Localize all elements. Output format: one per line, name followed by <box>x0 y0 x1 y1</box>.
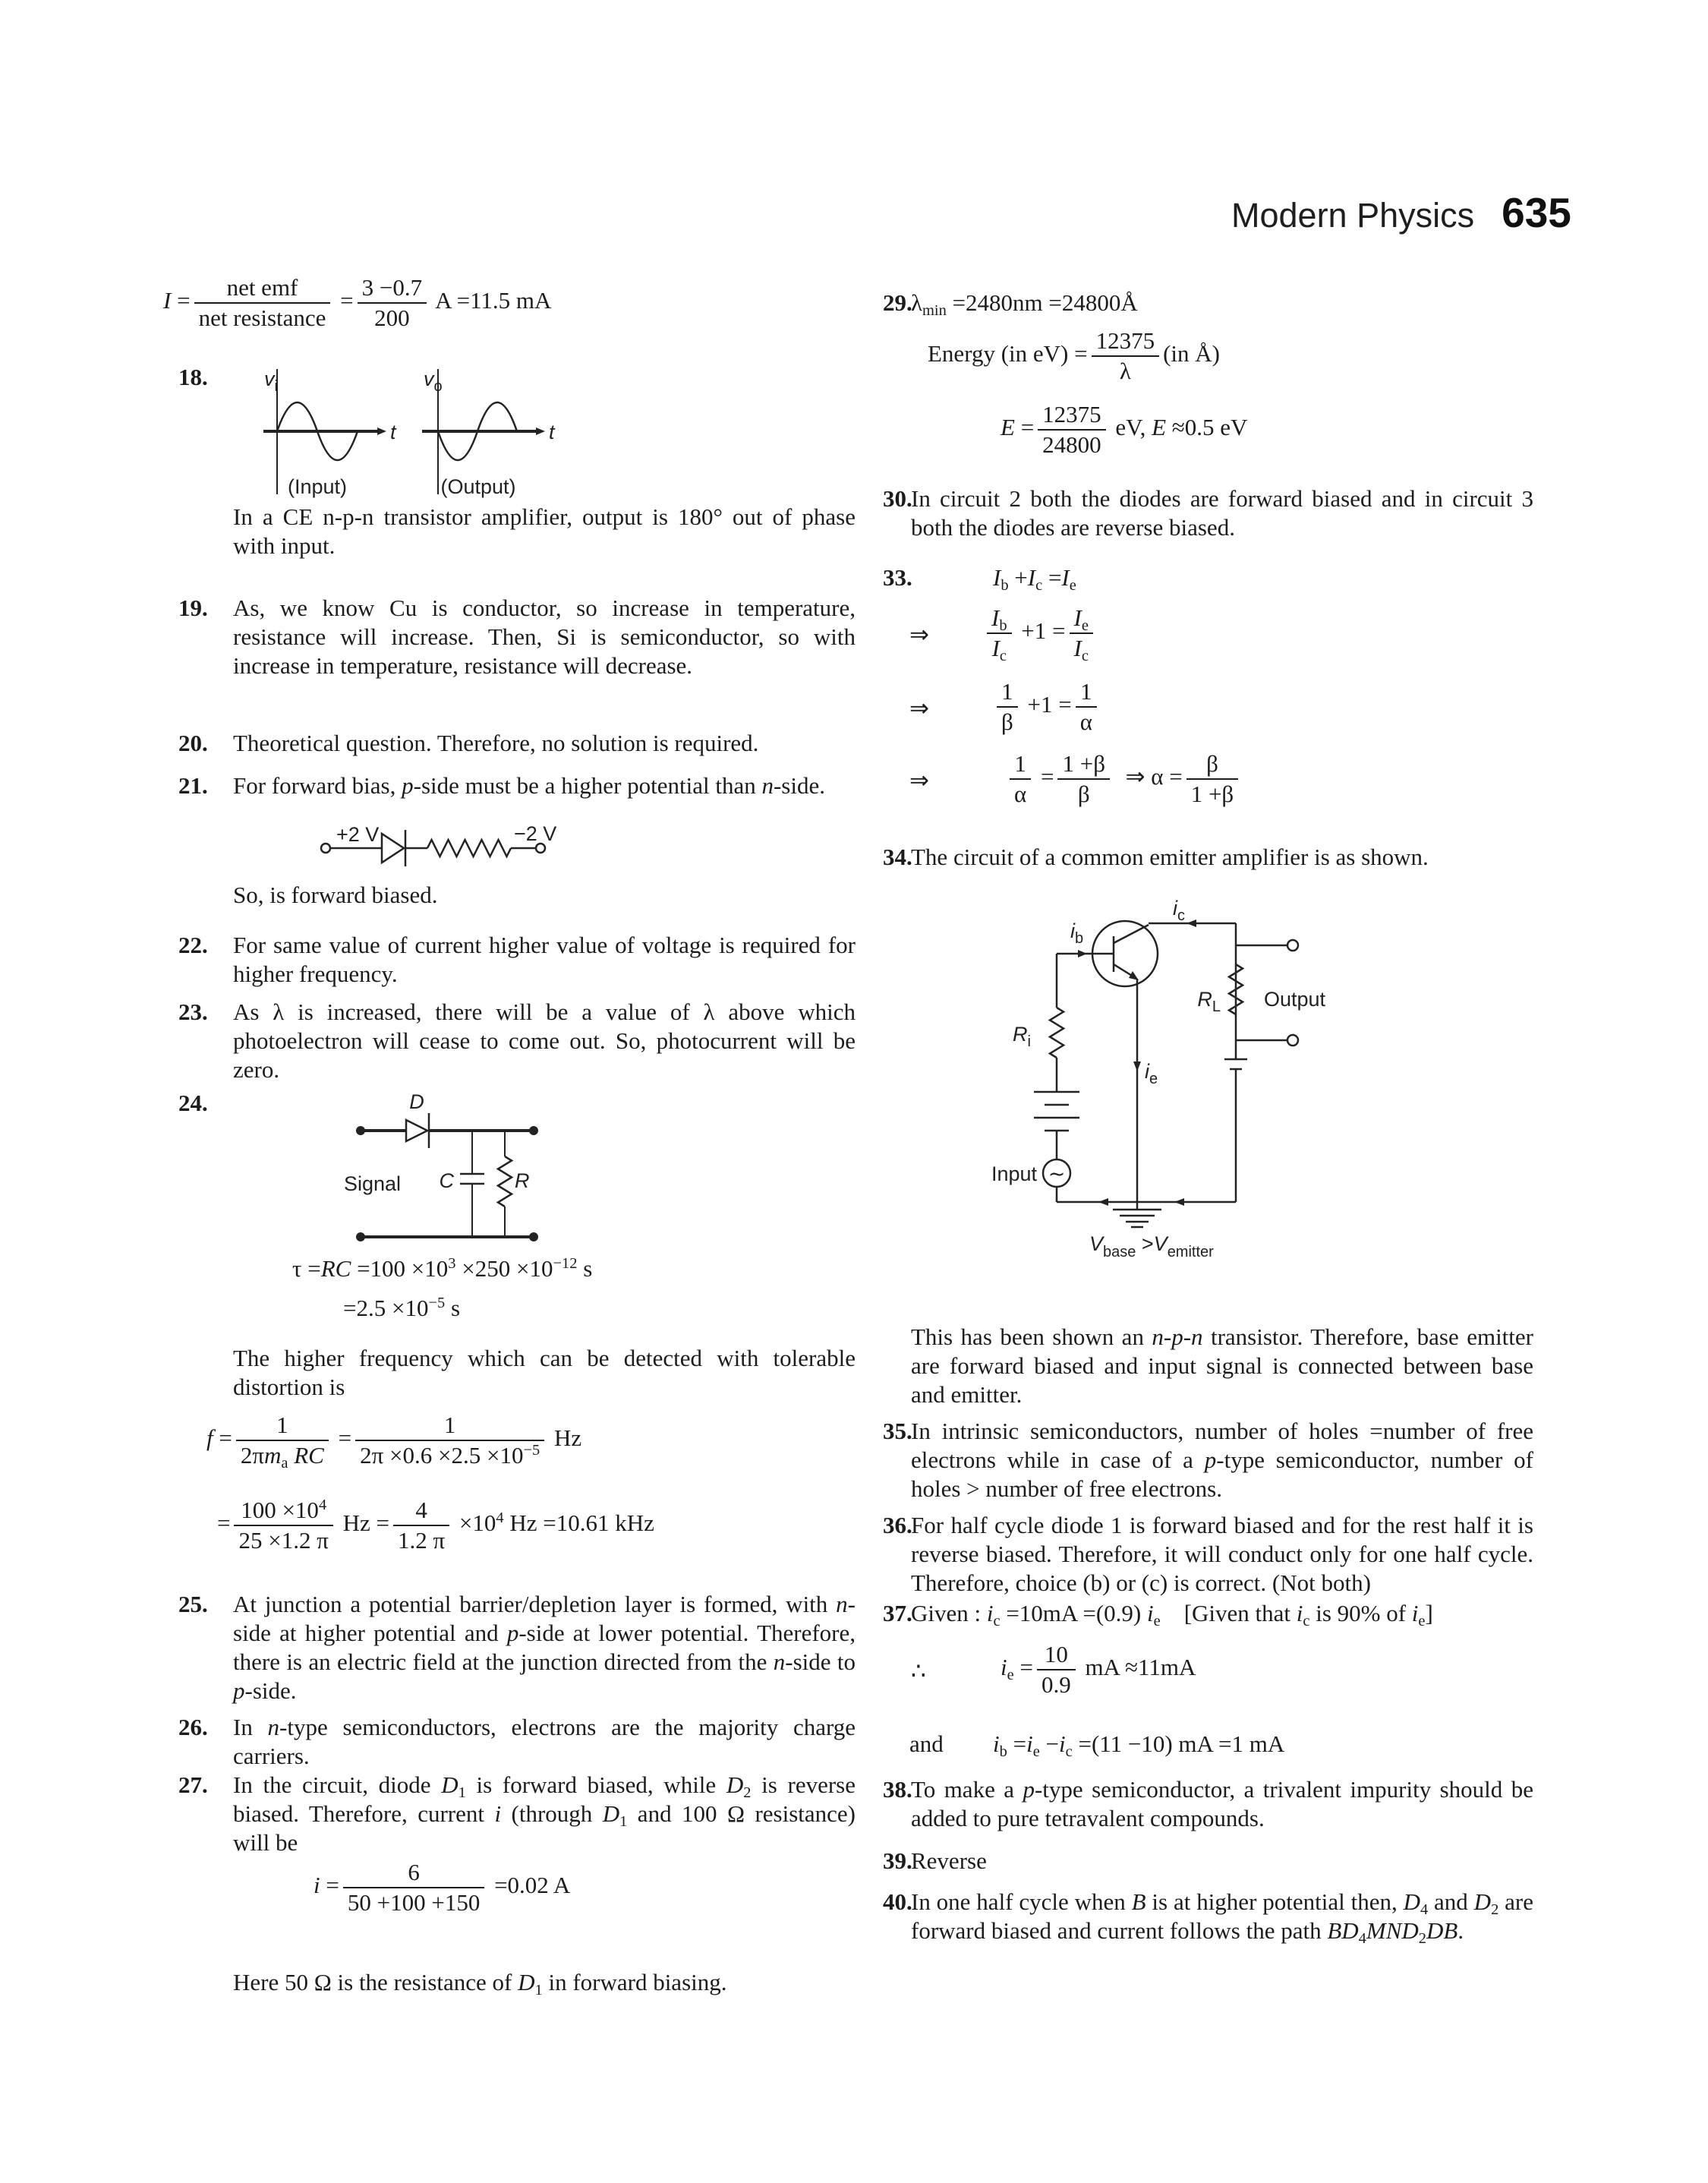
ie-label: $i_e$ <box>1145 1060 1158 1087</box>
item40-text: In one half cycle when B is at higher potential then, $D_4$ and $D_2$ are forward biased and current follows the path $BD_4MND_2DB$. <box>911 1888 1533 1948</box>
fig-input-output-waveforms <box>251 363 562 507</box>
return-arrow-icon <box>1098 1198 1108 1206</box>
item33-eq3: $\frac{1}{\beta}$ +1 = $\frac{1}{\alpha}$ <box>993 677 1101 737</box>
item34-text: The circuit of a common emitter amplifier is as shown. <box>911 844 1429 870</box>
vbase-vemitter-label: $V_{base} >V_{emitter}$ <box>1089 1232 1214 1260</box>
item-number-40: 40. <box>883 1888 912 1915</box>
item-number-18: 18. <box>178 364 208 390</box>
vi-axis-label: $v_i$ <box>264 368 278 395</box>
item-number-38: 38. <box>883 1776 912 1803</box>
item-number-39: 39. <box>883 1847 912 1874</box>
item18-text: In a CE n-p-n transistor amplifier, output is 180° out of phase with input. <box>233 503 856 559</box>
resistor-icon <box>1050 1008 1064 1058</box>
item33-eq1: $I_b +I_c =I_e$ <box>993 564 1076 595</box>
item-number-20: 20. <box>178 730 208 756</box>
item-number-35: 35. <box>883 1418 912 1444</box>
item-number-36: 36. <box>883 1512 912 1538</box>
item33-eq4: $\frac{1}{\alpha}$ = $\frac{1 +\beta}{\beta}$ ⇒ α = $\frac{\beta}{1 +\beta}$ <box>1006 749 1242 809</box>
item-number-23: 23. <box>178 998 208 1025</box>
input-caption: (Input) <box>287 475 348 498</box>
capacitor-label: C <box>439 1169 454 1192</box>
resistor-icon <box>498 1156 512 1207</box>
item21-conclusion: So, is forward biased. <box>233 882 438 908</box>
implies-arrow: ⇒ <box>909 695 929 721</box>
item37-ib-formula: $i_b =i_e -i_c =(11 -10)$ mA =1 mA <box>993 1730 1285 1761</box>
item27-current-formula: i = $\frac{6}{50 +100 +150}$ =0.02 A <box>314 1859 571 1916</box>
minus-2v-label: −2 V <box>514 822 557 845</box>
implies-arrow: ⇒ <box>909 767 929 793</box>
item35-text: In intrinsic semiconductors, number of holes =number of free electrons while in case of a p-type semiconductor, number of holes > number of free electrons. <box>911 1418 1533 1502</box>
output-label: Output <box>1264 988 1326 1011</box>
item25-text: At junction a potential barrier/depletion layer is formed, with n-side at higher potential and p-side at lower potential. Therefore, there is an electric field at the junction directed from the n-side to p-side. <box>233 1591 856 1704</box>
output-terminal-icon <box>1287 940 1298 951</box>
item37-ie-formula: $i_e$ = $\frac{10}{0.9}$ mA ≈11mA <box>1001 1641 1196 1698</box>
t-axis-label: t <box>390 421 396 443</box>
fig-diode-resistor-bias <box>315 819 557 879</box>
plus-2v-label: +2 V <box>336 823 380 846</box>
item-number-37: 37. <box>883 1600 912 1626</box>
item-number-25: 25. <box>178 1591 208 1617</box>
item33-eq2: $\frac{I_b}{I_c}$ +1 = $\frac{I_e}{I_c}$ <box>983 604 1097 663</box>
implies-arrow: ⇒ <box>909 621 929 648</box>
item37-given: Given : $i_c =10mA =(0.9)$ $i_e$ [Given that $i_c$ is 90% of $i_e$] <box>911 1600 1433 1630</box>
item-number-30: 30. <box>883 485 912 512</box>
item39-text: Reverse <box>911 1847 987 1874</box>
therefore-symbol: ∴ <box>911 1658 926 1684</box>
resistor-icon <box>427 840 511 856</box>
item23-text: As λ is increased, there will be a value of λ above which photoelectron will cease to come out. So, photocurrent will be zero. <box>233 998 856 1083</box>
diode-label: D <box>409 1090 424 1113</box>
output-caption: (Output) <box>440 475 516 498</box>
item-number-19: 19. <box>178 595 208 621</box>
item20-text: Theoretical question. Therefore, no solution is required. <box>233 730 759 756</box>
page-number: 635 <box>1502 189 1571 236</box>
vo-axis-label: $v_o$ <box>424 368 443 395</box>
item21-text: For forward bias, p-side must be a higher potential than n-side. <box>233 772 825 799</box>
ie-arrow-icon <box>1133 1062 1141 1071</box>
item24-frequency-result: = $\frac{100 \times 10^4}{25 \times 1.2 \pi}$ Hz = $\frac{4}{1.2 \pi}$ $\times 10^4$ Hz =10.61 kHz <box>217 1496 654 1554</box>
item24-frequency-formula: f = $\frac{1}{2\pi m_a RC}$ = $\frac{1}{2\pi \times 0.6 \times 2.5 \times 10^{-5}}$ Hz <box>206 1412 582 1472</box>
item-number-24: 24. <box>178 1090 208 1116</box>
diode-icon <box>406 1120 427 1141</box>
t-axis-label: t <box>549 421 555 443</box>
ic-arrow-icon <box>1186 920 1196 927</box>
item38-text: To make a p-type semiconductor, a trivalent impurity should be added to pure tetravalent compounds. <box>911 1776 1533 1831</box>
output-terminal-icon <box>1287 1035 1298 1046</box>
return-arrow-icon <box>1174 1198 1184 1206</box>
item-number-29: 29. <box>883 289 912 316</box>
ib-label: $i_b$ <box>1070 920 1084 947</box>
item30-text: In circuit 2 both the diodes are forward biased and in circuit 3 both the diodes are reverse biased. <box>911 485 1533 541</box>
item24-text: The higher frequency which can be detected with tolerable distortion is <box>233 1345 856 1400</box>
item17-continuation-formula: I = $\frac{\text{net emf}}{\text{net resistance}}$ = $\frac{3 -0.7}{200}$ A =11.5 mA <box>163 274 552 331</box>
item29-lambda: $\lambda_{min} =2480nm$ =24800Å <box>911 289 1138 320</box>
resistor-icon <box>1229 964 1243 1014</box>
page-header <box>1231 188 1571 237</box>
item-number-22: 22. <box>178 932 208 958</box>
resistor-label: R <box>515 1169 530 1192</box>
item-number-34: 34. <box>883 844 912 870</box>
t-axis-arrow-icon <box>536 427 545 435</box>
item29-energy-formula: Energy (in eV) = $\frac{12375}{\lambda}$ (in Å) <box>928 327 1221 384</box>
item29-energy-result: E = $\frac{12375}{24800}$ eV, E ≈0.5 eV <box>1001 401 1248 458</box>
ic-label: $i_c$ <box>1173 897 1185 924</box>
diode-icon <box>382 834 404 863</box>
fig-rectifier-rc-circuit <box>330 1092 550 1248</box>
ri-label: $R_i$ <box>1013 1023 1031 1050</box>
t-axis-arrow-icon <box>377 427 386 435</box>
item27-text: In the circuit, diode $D_1$ is forward biased, while $D_2$ is reverse biased. Therefore, current i (through $D_1$ and 100 Ω resistance) will be <box>233 1771 856 1856</box>
item34-explanation: This has been shown an n-p-n transistor. Therefore, base emitter are forward biased and input signal is connected between base and emitter. <box>911 1323 1533 1408</box>
ac-tilde: ∼ <box>1048 1162 1066 1185</box>
item-number-21: 21. <box>178 772 208 799</box>
item19-text: As, we know Cu is conductor, so increase in temperature, resistance will increase. Then, Si is semiconductor, so with increase in temperature, resistance will decrease. <box>233 595 856 679</box>
item22-text: For same value of current higher value of voltage is required for higher frequency. <box>233 932 856 987</box>
chapter-title: Modern Physics <box>1231 196 1475 235</box>
item-number-27: 27. <box>178 1771 208 1798</box>
and-word: and <box>909 1730 944 1757</box>
fig-common-emitter-amplifier <box>964 897 1359 1268</box>
item27-note: Here 50 Ω is the resistance of $D_1$ in forward biasing. <box>233 1969 727 1999</box>
item-number-26: 26. <box>178 1714 208 1740</box>
rl-label: $R_L$ <box>1197 988 1221 1015</box>
signal-label: Signal <box>344 1172 402 1195</box>
item-number-33: 33. <box>883 564 912 591</box>
item24-tau-result: $=2.5 \times 10^{-5}$ s <box>343 1294 461 1321</box>
item24-tau-formula: $\tau =RC =100 \times 10^3 \times 250 \times 10^{-12}$ s <box>292 1254 593 1282</box>
base-current-arrow-icon <box>1078 950 1087 957</box>
item26-text: In n-type semiconductors, electrons are the majority charge carriers. <box>233 1714 856 1769</box>
input-label: Input <box>991 1162 1037 1185</box>
item36-text: For half cycle diode 1 is forward biased and for the rest half it is reverse biased. Therefore, it will conduct only for one half cycle. Therefore, choice (b) or (c) is correct. (Not both) <box>911 1512 1533 1596</box>
